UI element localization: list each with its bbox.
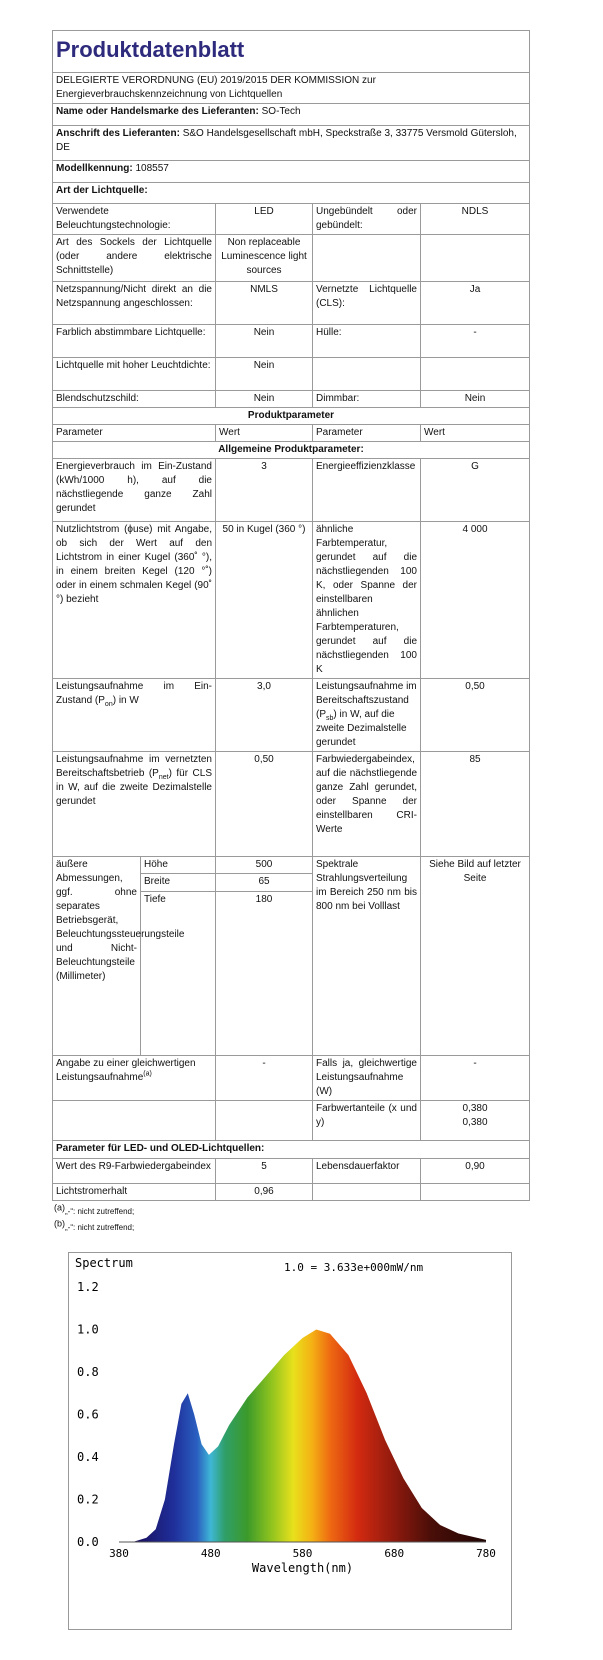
table-cell: Parameter für LED- und OLED-Lichtquellen:	[53, 1141, 530, 1159]
table-cell: Parameter	[313, 425, 421, 442]
x-tick-label: 680	[384, 1547, 405, 1560]
cell-text: sb	[326, 715, 334, 722]
table-cell: Lichtstromerhalt	[53, 1184, 216, 1201]
table-cell: -	[421, 1056, 530, 1101]
spectrum-chart	[68, 1252, 512, 1630]
chart-title: Spectrum	[75, 1256, 133, 1270]
table-cell: Wert	[216, 425, 313, 442]
table-cell: 4 000	[421, 522, 530, 679]
table-cell: 0,50	[216, 752, 313, 857]
table-cell: LED	[216, 204, 313, 235]
table-cell: Allgemeine Produktparameter:	[53, 442, 530, 459]
cell-text: Leistungsaufnahme im Ein-Zustand (P	[56, 681, 212, 706]
table-cell: Dimmbar:	[313, 391, 421, 408]
table-cell	[53, 679, 216, 752]
table-row	[53, 161, 530, 183]
spectrum-area	[133, 1330, 486, 1543]
table-row	[53, 282, 530, 325]
table-cell: äußere Abmessungen, ggf. ohne separates Betriebsgerät, Beleuchtungssteuerungsteile und Nicht-Beleuchtungsteile (Millimeter)	[53, 857, 141, 1056]
cell-text: net	[158, 774, 169, 781]
table-cell: Farbwiedergabeindex, auf die nächstliegende ganze Zahl gerundet, oder Spanne der einstellbaren CRI-Werte	[313, 752, 421, 857]
footnote-mark: (b)	[54, 1218, 65, 1229]
y-tick-label: 0.0	[77, 1535, 99, 1549]
y-tick-label: 1.2	[77, 1280, 99, 1294]
table-cell: Produktparameter	[53, 408, 530, 425]
cell-text: ) in W	[112, 695, 139, 706]
table-row	[53, 679, 530, 752]
table-cell: 3	[216, 459, 313, 522]
table-row	[53, 1056, 530, 1101]
table-cell	[53, 1056, 216, 1101]
y-tick-label: 0.4	[77, 1450, 99, 1464]
table-row	[53, 358, 530, 391]
table-cell: Wert	[421, 425, 530, 442]
table-row	[53, 459, 530, 522]
table-row	[53, 1159, 530, 1184]
table-row	[53, 522, 530, 679]
cell-text: S&O Handelsgesellschaft mbH, Speckstraße 3, 33775 Versmold Gütersloh, DE	[56, 128, 517, 153]
table-cell	[421, 235, 530, 282]
table-row	[53, 204, 530, 235]
table-cell: Netzspannung/Nicht direkt an die Netzspannung angeschlossen:	[53, 282, 216, 325]
table-cell	[53, 126, 530, 161]
table-cell: Nein	[216, 391, 313, 408]
x-tick-label: 380	[109, 1547, 129, 1560]
table-cell: 50 in Kugel (360 °)	[216, 522, 313, 679]
chart-annotation: 1.0 = 3.633e+000mW/nm	[284, 1261, 424, 1274]
product-data-sheet-table	[52, 30, 530, 1201]
table-cell: Lebensdauerfaktor	[313, 1159, 421, 1184]
footnote	[54, 1220, 529, 1236]
cell-text: Name oder Handelsmarke des Lieferanten:	[56, 106, 259, 117]
table-cell: Art der Lichtquelle:	[53, 183, 530, 204]
page-content	[52, 30, 529, 1660]
y-tick-label: 1.0	[77, 1322, 99, 1337]
table-cell: Breite	[141, 874, 216, 892]
table-row	[53, 183, 530, 204]
cell-text: (a)	[143, 1070, 152, 1078]
footnote-mark: (a)	[54, 1202, 65, 1213]
table-cell	[216, 1101, 313, 1141]
table-row	[53, 1101, 530, 1141]
table-row	[53, 425, 530, 442]
table-cell	[53, 1101, 216, 1141]
table-row	[53, 391, 530, 408]
table-cell: 0,50	[421, 679, 530, 752]
table-cell: Wert des R9-Farbwiedergabeindex	[53, 1159, 216, 1184]
table-cell: Falls ja, gleichwertige Leistungsaufnahme (W)	[313, 1056, 421, 1101]
table-cell: Art des Sockels der Lichtquelle (oder andere elektrische Schnittstelle)	[53, 235, 216, 282]
table-cell: 0,380 0,380	[421, 1101, 530, 1141]
table-cell: Ungebündelt oder gebündelt:	[313, 204, 421, 235]
table-cell: Nein	[216, 358, 313, 391]
footnote-text: „-“: nicht zutreffend;	[65, 1207, 135, 1216]
table-cell: Nutzlichtstrom (ϕuse) mit Angabe, ob sich der Wert auf den Lichtstrom in einer Kugel (360˚ °), in einem breiten Kegel (120 °˚) oder in einem schmalen Kegel (90˚ °) bezieht	[53, 522, 216, 679]
table-cell: Non replaceable Luminescence light sources	[216, 235, 313, 282]
table-cell: 65	[216, 874, 313, 892]
table-cell: Verwendete Beleuchtungstechnologie:	[53, 204, 216, 235]
table-cell: -	[216, 1056, 313, 1101]
footnote-text: „-“: nicht zutreffend;	[65, 1223, 135, 1232]
y-tick-label: 0.2	[77, 1492, 99, 1507]
table-row	[53, 752, 530, 857]
table-row	[53, 1141, 530, 1159]
table-cell: Nein	[421, 391, 530, 408]
table-cell: Spektrale Strahlungsverteilung im Bereich 250 nm bis 800 nm bei Volllast	[313, 857, 421, 1056]
table-cell	[313, 1184, 421, 1201]
table-row	[53, 442, 530, 459]
table-cell: Nein	[216, 325, 313, 358]
y-tick-label: 0.6	[77, 1407, 99, 1422]
cell-text: 108557	[132, 163, 169, 174]
table-cell: 85	[421, 752, 530, 857]
cell-text: on	[104, 701, 113, 708]
table-cell: ähnliche Farbtemperatur, gerundet auf die nächstliegenden 100 K, oder Spanne der einstellbaren ähnlichen Farbtemperaturen, gerundet auf die nächstliegenden 100 K	[313, 522, 421, 679]
table-row	[53, 857, 530, 874]
cell-text: Anschrift des Lieferanten:	[56, 128, 180, 139]
table-cell: DELEGIERTE VERORDNUNG (EU) 2019/2015 DER KOMMISSION zur Energieverbrauchskennzeichnung von Lichtquellen	[53, 73, 530, 104]
x-tick-label: 580	[292, 1547, 313, 1560]
table-cell: 500	[216, 857, 313, 874]
table-cell	[53, 161, 530, 183]
table-row	[53, 73, 530, 104]
footnotes	[54, 1204, 529, 1236]
page-title: Produktdatenblatt	[53, 31, 530, 73]
x-tick-label: 480	[200, 1547, 221, 1560]
table-cell: Energieverbrauch im Ein-Zustand (kWh/1000 h), auf die nächstliegende ganze Zahl gerundet	[53, 459, 216, 522]
table-cell: Parameter	[53, 425, 216, 442]
table-cell: Energieeffizienzklasse	[313, 459, 421, 522]
table-cell: Blendschutzschild:	[53, 391, 216, 408]
table-row	[53, 104, 530, 126]
table-row	[53, 126, 530, 161]
cell-text: Leistungsaufnahme im vernetzten Bereitschaftsbetrieb (P	[56, 754, 212, 779]
table-cell: Ja	[421, 282, 530, 325]
table-cell: 5	[216, 1159, 313, 1184]
footnote	[54, 1204, 529, 1220]
y-tick-label: 0.8	[77, 1365, 99, 1379]
table-cell: Siehe Bild auf letzter Seite	[421, 857, 530, 1056]
table-cell	[313, 358, 421, 391]
table-cell: 3,0	[216, 679, 313, 752]
table-cell: NDLS	[421, 204, 530, 235]
table-cell: 0,96	[216, 1184, 313, 1201]
table-cell: Farbwertanteile (x und y)	[313, 1101, 421, 1141]
cell-text: Angabe zu einer gleichwertigen Leistungsaufnahme	[56, 1058, 196, 1083]
table-cell: NMLS	[216, 282, 313, 325]
table-cell: Tiefe	[141, 892, 216, 1056]
table-cell: Höhe	[141, 857, 216, 874]
cell-text: Leistungsaufnahme im Bereitschaftszustand (P	[316, 681, 417, 720]
table-cell: Lichtquelle mit hoher Leuchtdichte:	[53, 358, 216, 391]
table-cell: 0,90	[421, 1159, 530, 1184]
cell-text: ) für CLS in W, auf die zweite Dezimalstelle gerundet	[56, 768, 212, 807]
table-row	[53, 235, 530, 282]
table-cell	[53, 752, 216, 857]
table-cell: 180	[216, 892, 313, 1056]
table-cell	[421, 1184, 530, 1201]
cell-text: ) in W, auf die zweite Dezimalstelle gerundet	[316, 709, 407, 748]
table-cell: -	[421, 325, 530, 358]
table-cell: G	[421, 459, 530, 522]
table-cell	[421, 358, 530, 391]
table-cell: Hülle:	[313, 325, 421, 358]
table-cell	[53, 104, 530, 126]
table-row	[53, 408, 530, 425]
table-cell	[313, 679, 421, 752]
cell-text: SO-Tech	[258, 106, 301, 117]
table-row	[53, 1184, 530, 1201]
table-row	[53, 325, 530, 358]
cell-text: Modellkennung:	[56, 163, 133, 174]
x-axis-label: Wavelength(nm)	[251, 1561, 354, 1575]
x-tick-label: 780	[476, 1547, 496, 1560]
table-cell	[313, 235, 421, 282]
table-cell: Farblich abstimmbare Lichtquelle:	[53, 325, 216, 358]
table-cell: Vernetzte Lichtquelle (CLS):	[313, 282, 421, 325]
